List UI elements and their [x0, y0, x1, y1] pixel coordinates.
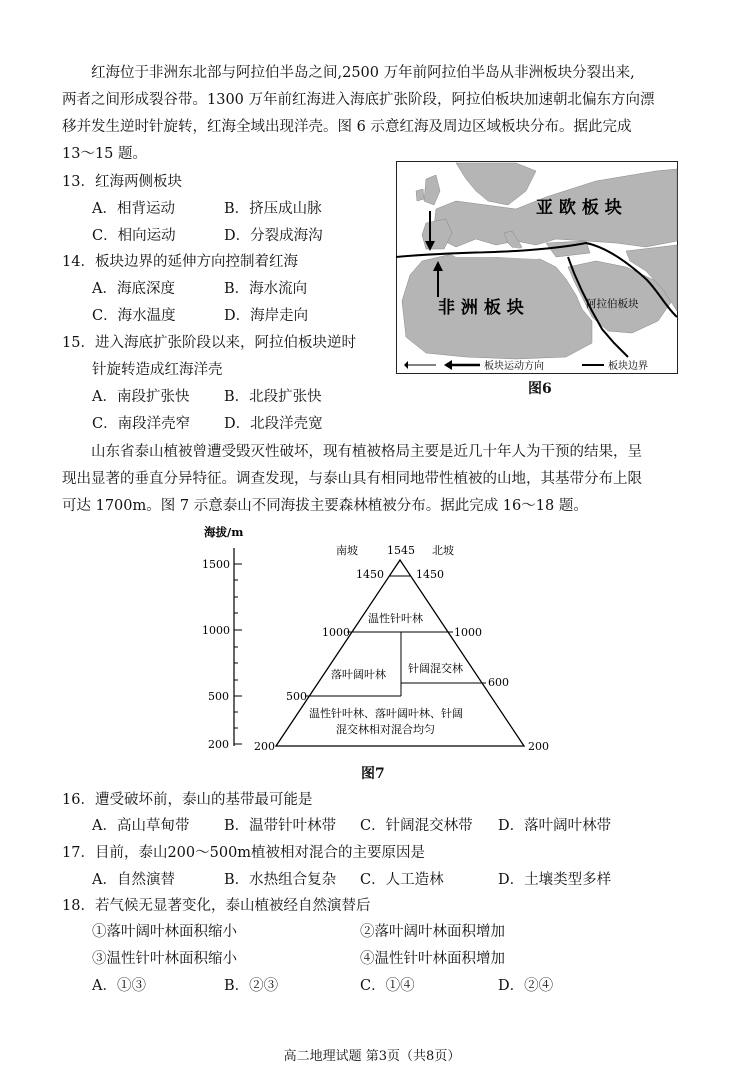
label-200-north: 200	[528, 740, 549, 753]
q15-option-b[interactable]: B．北段扩张快	[224, 389, 322, 405]
question-15-stem-line1: 15．进入海底扩张阶段以来，阿拉伯板块逆时	[62, 335, 356, 351]
label-arabia-plate: 阿拉伯板块	[586, 298, 639, 310]
passage-1-line1: 红海位于非洲东北部与阿拉伯半岛之间,2500 万年前阿拉伯半岛从非洲板块分裂出来,	[91, 65, 635, 81]
q18-option-b[interactable]: B．②③	[224, 978, 279, 994]
label-eurasia-plate: 亚 欧 板 块	[536, 198, 622, 218]
q18-option-c[interactable]: C．①④	[360, 978, 415, 994]
tick-1000: 1000	[202, 624, 230, 637]
q18-statement-4: ④温性针叶林面积增加	[360, 951, 505, 967]
passage-2-line1: 山东省泰山植被曾遭受毁灭性破坏，现有植被格局主要是近几十年人为干预的结果，呈	[91, 444, 642, 460]
q16-option-d[interactable]: D．落叶阔叶林带	[498, 818, 612, 834]
q13-option-b[interactable]: B．挤压成山脉	[224, 201, 322, 217]
tick-1500: 1500	[202, 558, 230, 571]
question-13-stem: 13．红海两侧板块	[62, 174, 182, 190]
q15-option-a[interactable]: A．南段扩张快	[92, 389, 190, 405]
q17-option-c[interactable]: C．人工造林	[360, 872, 444, 888]
question-18-stem: 18．若气候无显著变化，泰山植被经自然演替后	[62, 898, 371, 914]
label-1000-north: 1000	[454, 626, 482, 639]
passage-2-line3: 可达 1700m。图 7 示意泰山不同海拔主要森林植被分布。据此完成 16～18 题。	[62, 498, 588, 514]
question-15-stem-line2: 针旋转造成红海洋壳	[92, 362, 223, 378]
label-200-south: 200	[254, 740, 275, 753]
zone-deciduous: 落叶阔叶林	[331, 668, 386, 681]
legend-boundary-label: 板块边界	[608, 361, 648, 372]
tick-200: 200	[208, 738, 229, 751]
q17-option-a[interactable]: A．自然演替	[92, 872, 175, 888]
figure-6-map	[396, 161, 678, 374]
passage-1-line2: 两者之间形成裂谷带。1300 万年前红海进入海底扩张阶段，阿拉伯板块加速朝北偏东方向漂	[62, 92, 655, 108]
page-footer: 高二地理试题 第3页（共8页）	[283, 1049, 461, 1064]
q14-option-b[interactable]: B．海水流向	[224, 281, 308, 297]
question-14-stem: 14．板块边界的延伸方向控制着红海	[62, 254, 298, 270]
label-south-slope: 南坡	[336, 544, 358, 557]
q15-option-d[interactable]: D．北段洋壳宽	[224, 416, 323, 432]
q18-statement-1: ①落叶阔叶林面积缩小	[92, 924, 237, 940]
q14-option-c[interactable]: C．海水温度	[92, 308, 176, 324]
passage-1-line3: 移并发生逆时针旋转，红海全域出现洋壳。图 6 示意红海及周边区域板块分布。据此完成	[62, 119, 632, 135]
q17-option-b[interactable]: B．水热组合复杂	[224, 872, 337, 888]
zone-base-line2: 混交林相对混合均匀	[336, 723, 435, 736]
zone-mixed: 针阔混交林	[408, 662, 463, 675]
q18-option-a[interactable]: A．①③	[92, 978, 146, 994]
label-600-north: 600	[488, 676, 509, 689]
label-500-south: 500	[286, 690, 307, 703]
passage-2-line2: 现出显著的垂直分异特征。调查发现，与泰山具有相同地带性植被的山地，其基带分布上限	[62, 471, 642, 487]
q13-option-a[interactable]: A．相背运动	[92, 201, 175, 217]
q16-option-b[interactable]: B．温带针叶林带	[224, 818, 337, 834]
figure-7-diagram	[196, 520, 566, 760]
figure-6-legend	[404, 356, 694, 376]
q18-statement-3: ③温性针叶林面积缩小	[92, 951, 237, 967]
q13-option-d[interactable]: D．分裂成海沟	[224, 228, 323, 244]
legend-motion-label: 板块运动方向	[484, 361, 544, 372]
figure-7-caption: 图7	[361, 766, 385, 782]
q14-option-d[interactable]: D．海岸走向	[224, 308, 309, 324]
figure-6-caption: 图6	[528, 381, 552, 397]
q13-option-c[interactable]: C．相向运动	[92, 228, 176, 244]
q16-option-c[interactable]: C．针阔混交林带	[360, 818, 473, 834]
axis-title: 海拔/m	[204, 525, 244, 539]
label-1450-south: 1450	[356, 568, 384, 581]
q14-option-a[interactable]: A．海底深度	[92, 281, 175, 297]
label-africa-plate: 非 洲 板 块	[438, 298, 524, 318]
q18-option-d[interactable]: D．②④	[498, 978, 554, 994]
question-17-stem: 17．目前，泰山200～500m植被相对混合的主要原因是	[62, 845, 426, 861]
zone-conifer: 温性针叶林	[368, 612, 423, 625]
passage-1-line4: 13～15 题。	[62, 146, 148, 162]
q17-option-d[interactable]: D．土壤类型多样	[498, 872, 612, 888]
label-peak: 1545	[387, 544, 415, 557]
label-1000-south: 1000	[322, 626, 350, 639]
label-1450-north: 1450	[416, 568, 444, 581]
q15-option-c[interactable]: C．南段洋壳窄	[92, 416, 191, 432]
zone-base-line1: 温性针叶林、落叶阔叶林、针阔	[309, 707, 463, 720]
question-16-stem: 16．遭受破坏前，泰山的基带最可能是	[62, 792, 313, 808]
q18-statement-2: ②落叶阔叶林面积增加	[360, 924, 505, 940]
tick-500: 500	[208, 690, 229, 703]
q16-option-a[interactable]: A．高山草甸带	[92, 818, 190, 834]
label-north-slope: 北坡	[432, 544, 454, 557]
